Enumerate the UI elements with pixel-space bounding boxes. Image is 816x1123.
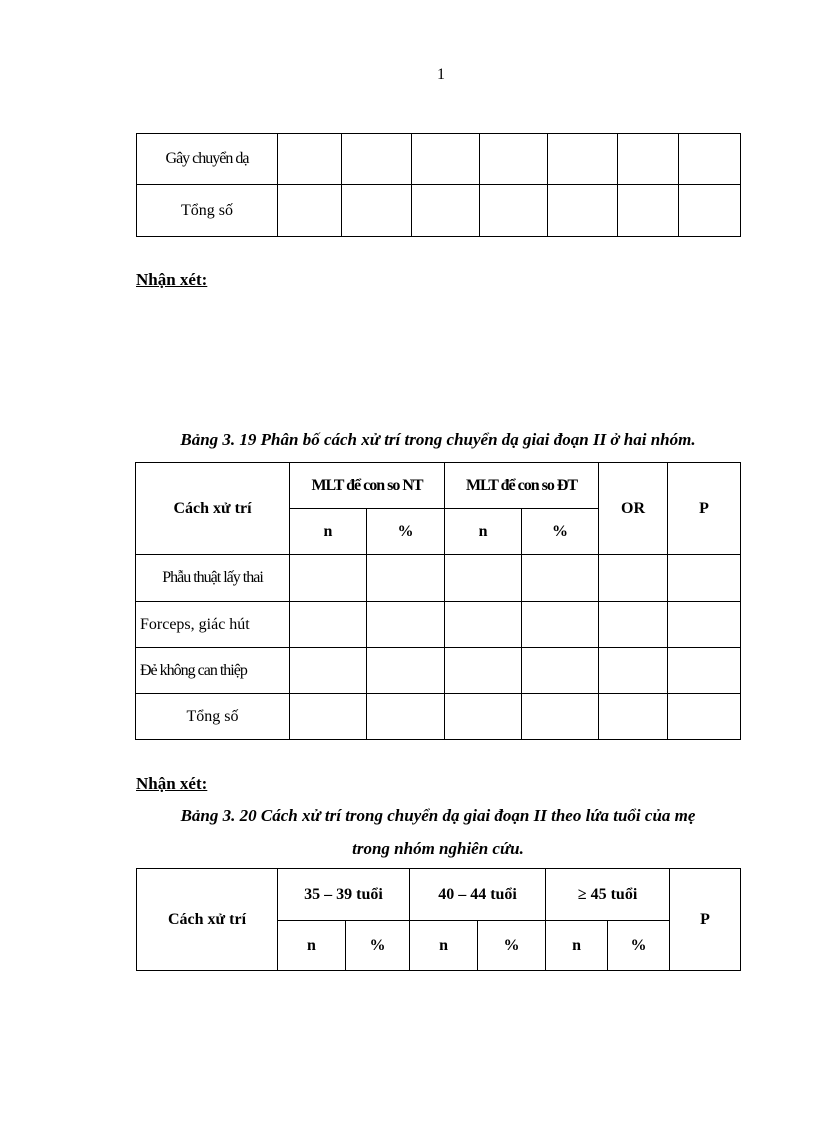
subheader-n: n [546, 921, 608, 971]
remark-heading: Nhận xét: [136, 774, 208, 793]
header-p: P [668, 463, 741, 555]
header-age-40-44: 40 – 44 tuổi [410, 869, 546, 921]
table-row [137, 134, 741, 185]
subheader-percent: % [367, 509, 445, 555]
table-row [137, 185, 741, 237]
subheader-percent: % [608, 921, 670, 971]
table-3-19 [135, 462, 741, 740]
table-row [136, 694, 741, 740]
table-header-row [136, 463, 741, 509]
row-label: Tổng số [136, 694, 290, 740]
table-row [136, 648, 741, 694]
header-or: OR [599, 463, 668, 555]
page-number: 1 [437, 66, 445, 83]
header-method: Cách xử trí [136, 463, 290, 555]
header-group-dt: MLT để con so ĐT [445, 463, 599, 509]
row-label: Đẻ không can thiệp [136, 648, 290, 694]
table-caption: Bảng 3. 19 Phân bố cách xử trí trong chuyển dạ giai đoạn II ở hai nhóm. [180, 430, 696, 449]
header-method: Cách xử trí [137, 869, 278, 971]
table-row [136, 602, 741, 648]
table-continuation [136, 133, 741, 237]
table-row [136, 555, 741, 602]
subheader-n: n [410, 921, 478, 971]
table-header-row [137, 869, 741, 921]
subheader-n: n [278, 921, 346, 971]
remark-heading: Nhận xét: [136, 270, 208, 289]
row-label: Forceps, giác hút [136, 602, 290, 648]
header-p: P [670, 869, 741, 971]
subheader-n: n [445, 509, 522, 555]
header-age-45-plus: ≥ 45 tuổi [546, 869, 670, 921]
table-caption-line2: trong nhóm nghiên cứu. [352, 839, 524, 858]
row-label: Phẫu thuật lấy thai [136, 555, 290, 602]
subheader-percent: % [522, 509, 599, 555]
subheader-percent: % [478, 921, 546, 971]
table-3-20 [136, 868, 741, 971]
row-label: Gây chuyển dạ [137, 134, 278, 185]
table-caption-line1: Bảng 3. 20 Cách xử trí trong chuyển dạ giai đoạn II theo lứa tuổi của mẹ [180, 806, 696, 825]
header-age-35-39: 35 – 39 tuổi [278, 869, 410, 921]
row-label: Tổng số [137, 185, 278, 237]
header-group-nt: MLT để con so NT [290, 463, 445, 509]
subheader-percent: % [346, 921, 410, 971]
subheader-n: n [290, 509, 367, 555]
